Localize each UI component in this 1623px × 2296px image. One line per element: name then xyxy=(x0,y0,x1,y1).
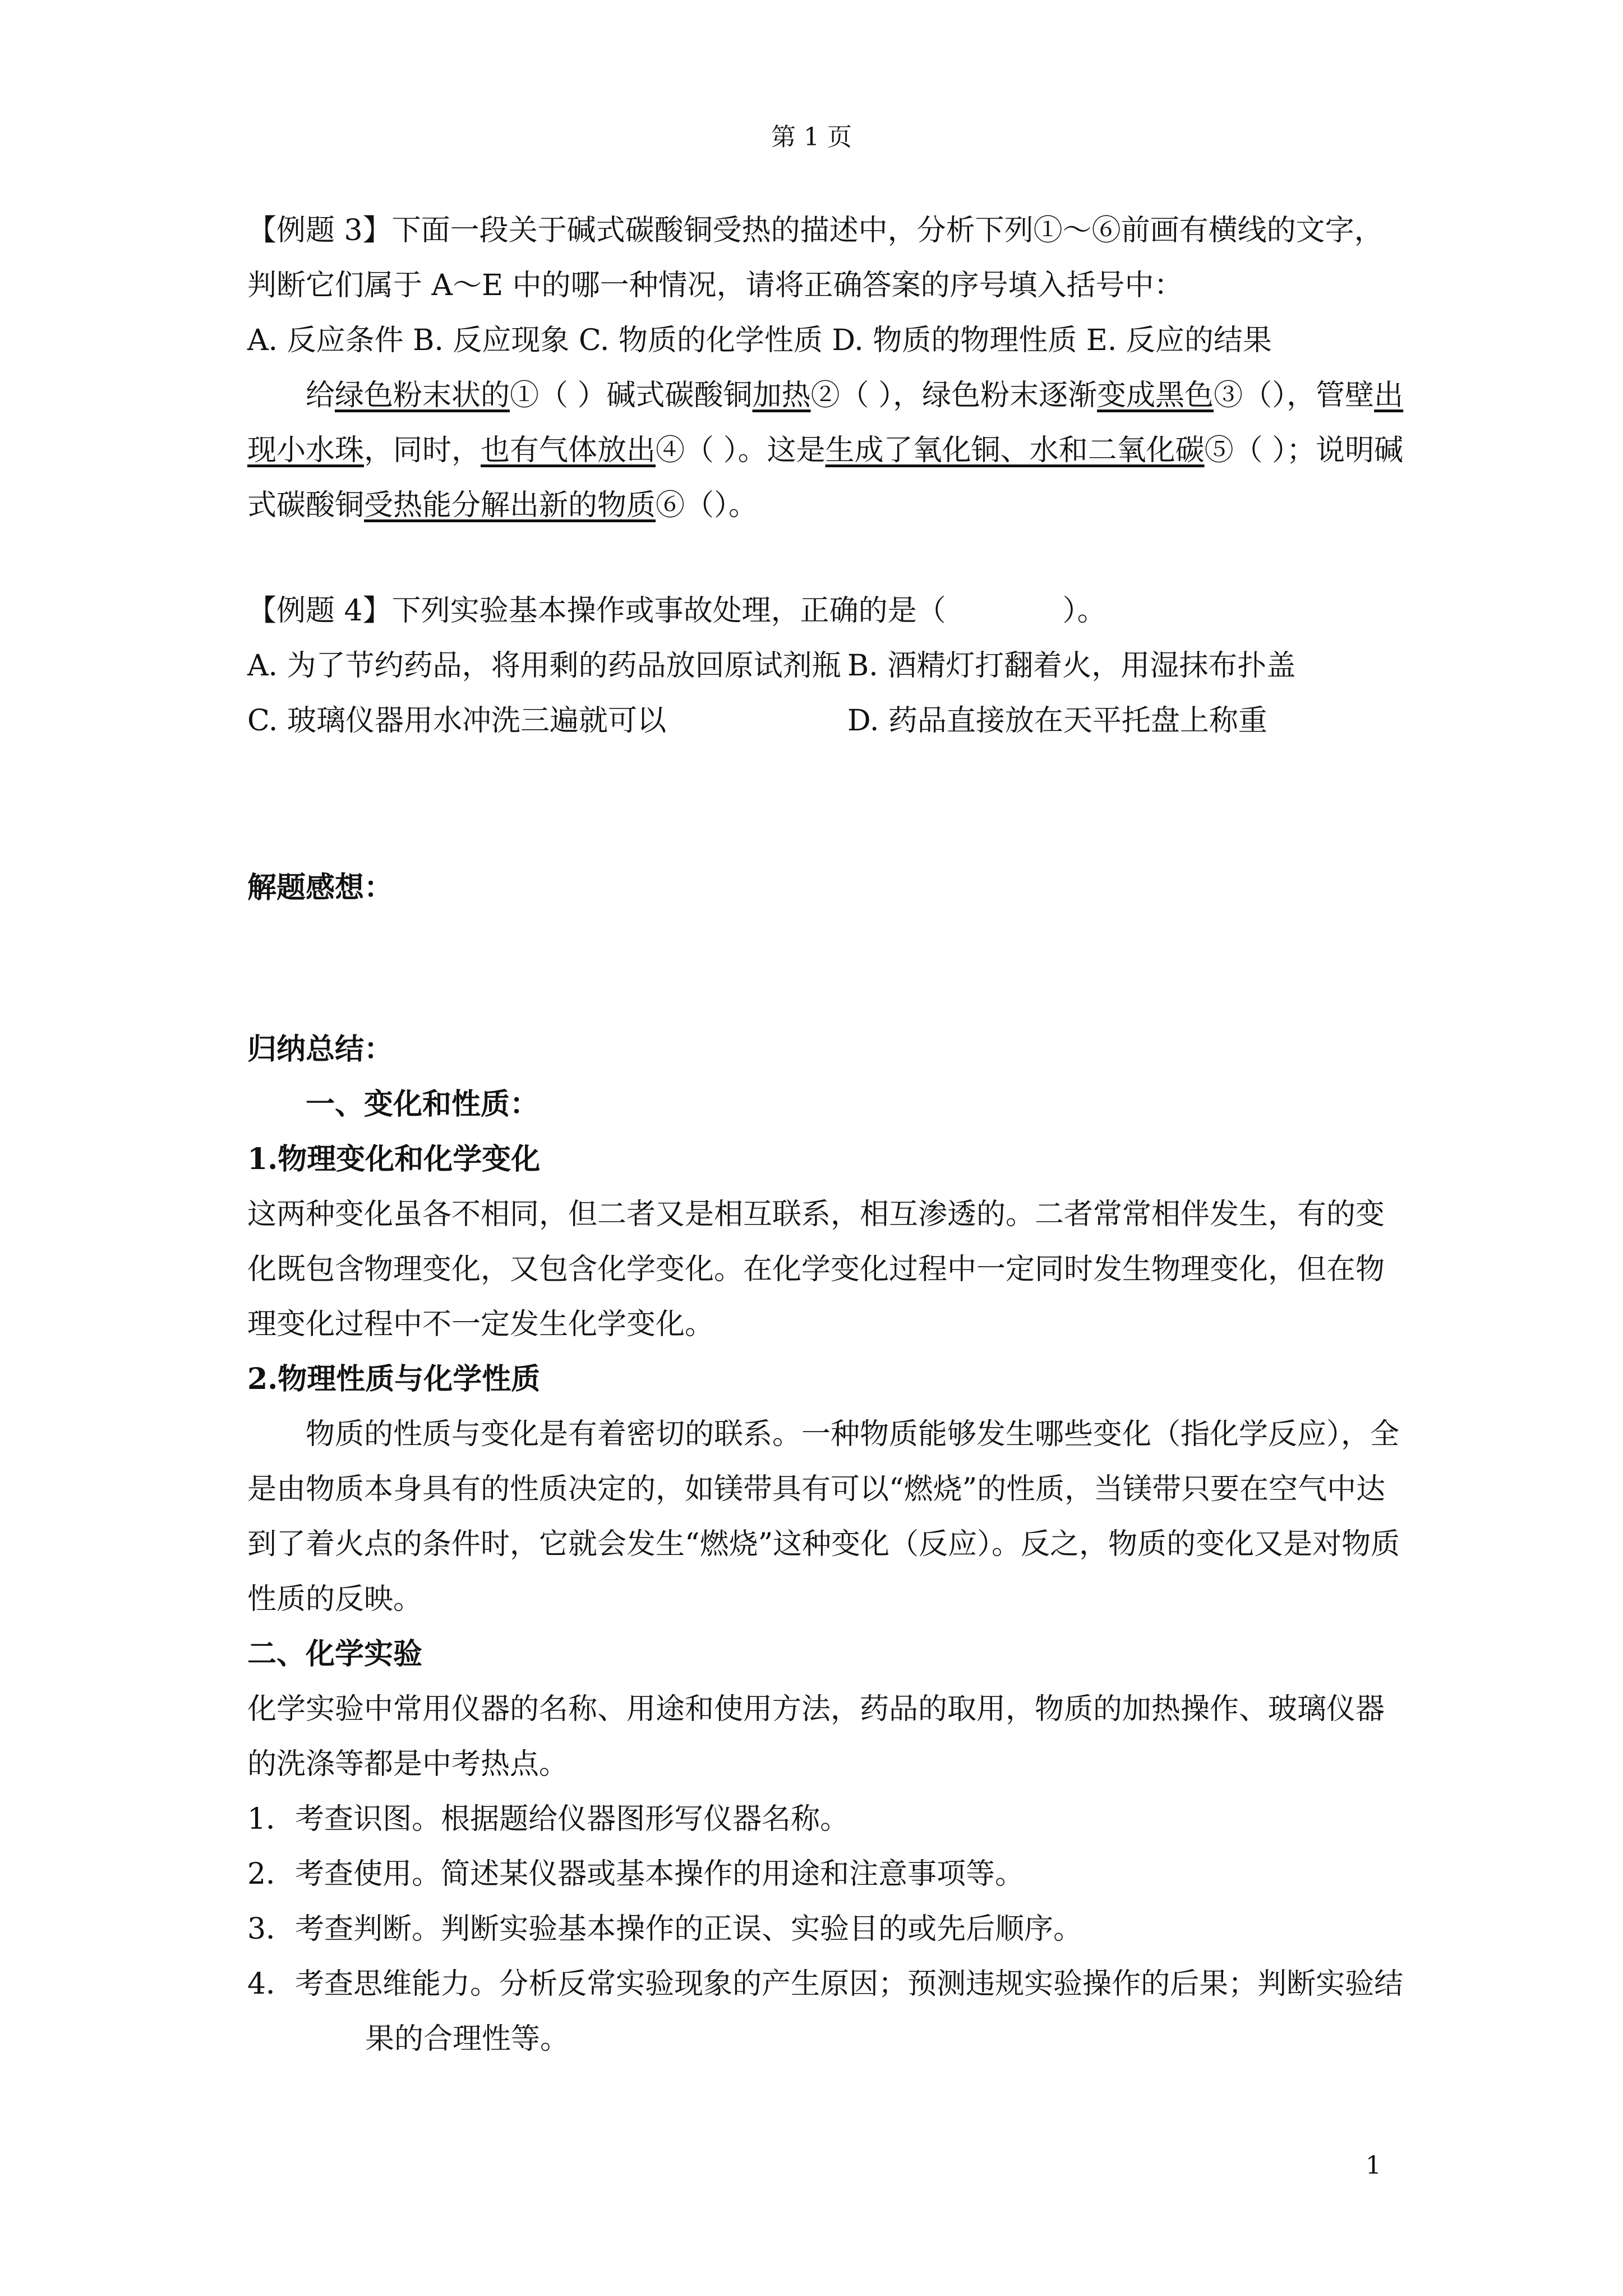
paragraph-3: 化学实验中常用仪器的名称、用途和使用方法，药品的取用，物质的加热操作、玻璃仪器的洗涤等都是中考热点。 xyxy=(247,1692,1385,1781)
paragraph-1: 这两种变化虽各不相同，但二者又是相互联系，相互渗透的。二者常常相伴发生，有的变化既包含物理变化，又包含化学变化。在化学变化过程中一定同时发生物理变化，但在物理变化过程中不一定发生化学变化。 xyxy=(247,1198,1385,1341)
page-header: 第 1 页 xyxy=(771,123,852,151)
example-3-question: 【例题 3】下面一段关于碱式碳酸铜受热的描述中，分析下列①～⑥前画有横线的文字，判断它们属于 A～E 中的哪一种情况，请将正确答案的序号填入括号中： xyxy=(247,214,1384,302)
passage-text: ②（ ），绿色粉末逐渐 xyxy=(810,379,1098,412)
subheading-2: 2.物理性质与化学性质 xyxy=(247,1362,541,1396)
option-c: C. 玻璃仪器用水冲洗三遍就可以 xyxy=(247,704,666,738)
passage-text: 给 xyxy=(306,379,335,412)
passage-text: ，同时， xyxy=(364,434,481,467)
underlined-phrase-6: 受热能分解出新的物质 xyxy=(364,489,656,522)
underlined-phrase-4a: 出现小水珠 xyxy=(247,379,1404,467)
list-item-2: 2．考查使用。简述某仪器或基本操作的用途和注意事项等。 xyxy=(247,1857,1025,1891)
passage-text: ④（ ）。这是 xyxy=(656,434,826,467)
example-4-question: 【例题 4】下列实验基本操作或事故处理，正确的是（ ）。 xyxy=(247,594,1106,628)
option-a: A. 为了节约药品，将用剩的药品放回原试剂瓶 xyxy=(247,649,841,683)
list-item-4-continued: 果的合理性等。 xyxy=(365,2022,570,2056)
option-d: D. 药品直接放在天平托盘上称重 xyxy=(847,704,1267,738)
reflection-heading: 解题感想： xyxy=(247,871,394,905)
passage-text: ③（），管壁 xyxy=(1214,379,1375,412)
section-1-heading: 一、变化和性质： xyxy=(306,1087,540,1121)
example-4-options-row-1 xyxy=(247,638,1408,693)
passage-text: ⑤（ ）；说明碱式碳酸铜 xyxy=(247,434,1404,522)
underlined-phrase-4b: 也有气体放出 xyxy=(481,434,656,467)
page-number: 1 xyxy=(1366,2151,1381,2180)
underlined-phrase-1: 绿色粉末状的 xyxy=(335,379,510,412)
underlined-phrase-2: 加热 xyxy=(752,379,811,412)
section-2-heading: 二、化学实验 xyxy=(247,1637,423,1671)
subheading-1: 1.物理变化和化学变化 xyxy=(247,1142,541,1176)
passage-text: ⑥（）。 xyxy=(656,489,758,522)
summary-heading: 归纳总结： xyxy=(247,1032,394,1066)
paragraph-2: 物质的性质与变化是有着密切的联系。一种物质能够发生哪些变化（指化学反应），全是由物质本身具有的性质决定的，如镁带具有可以“燃烧”的性质，当镁带只要在空气中达到了着火点的条件时，它就会发生“燃烧”这种变化（反应）。反之，物质的变化又是对物质性质的反映。 xyxy=(247,1418,1400,1616)
document-body xyxy=(247,203,1408,2067)
example-4-options-row-2 xyxy=(247,693,1408,748)
example-3-options: A. 反应条件 B. 反应现象 C. 物质的化学性质 D. 物质的物理性质 E. 反应的结果 xyxy=(247,324,1272,357)
list-item-1: 1．考查识图。根据题给仪器图形写仪器名称。 xyxy=(247,1802,850,1836)
list-item-4: 4．考查思维能力。分析反常实验现象的产生原因；预测违规实验操作的后果；判断实验结 xyxy=(247,1967,1404,2001)
example-3-passage xyxy=(247,368,1408,533)
underlined-phrase-5: 生成了氧化铜、水和二氧化碳 xyxy=(825,434,1205,467)
passage-text: ①（ ）碱式碳酸铜 xyxy=(510,379,753,412)
list-item-3: 3．考查判断。判断实验基本操作的正误、实验目的或先后顺序。 xyxy=(247,1912,1083,1946)
underlined-phrase-3: 变成黑色 xyxy=(1097,379,1214,412)
option-b: B. 酒精灯打翻着火，用湿抹布扑盖 xyxy=(847,649,1296,683)
